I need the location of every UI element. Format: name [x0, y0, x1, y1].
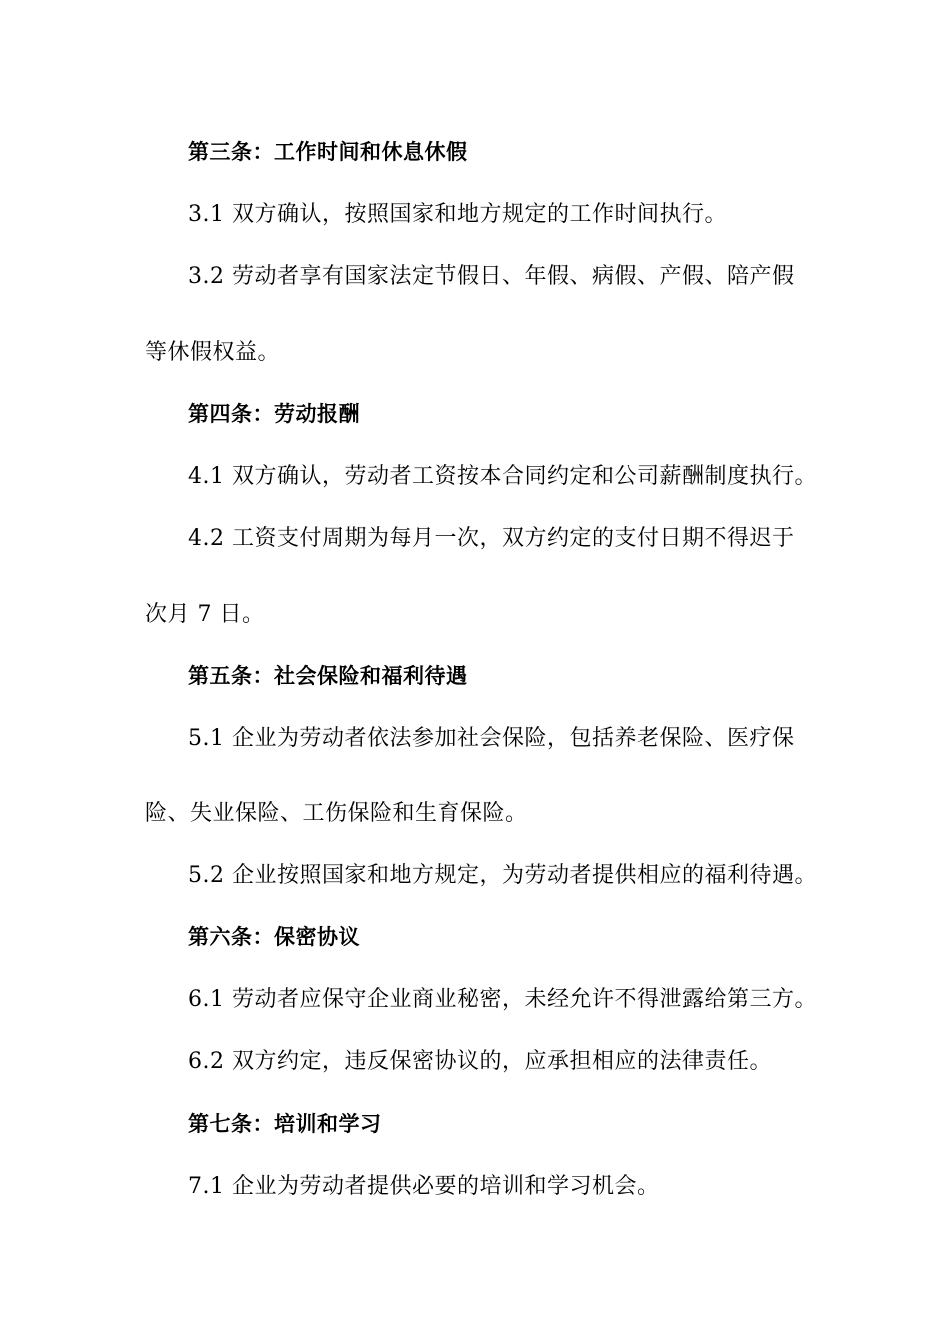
clause-4-2-continued: 次月 7 日。 [145, 602, 265, 627]
clause-3-2-continued: 等休假权益。 [145, 340, 281, 365]
clause-5-2: 5.2 企业按照国家和地方规定，为劳动者提供相应的福利待遇。 [188, 863, 817, 888]
clause-6-1: 6.1 劳动者应保守企业商业秘密，未经允许不得泄露给第三方。 [188, 987, 817, 1012]
section-heading-6: 第六条：保密协议 [188, 925, 360, 949]
section-heading-7: 第七条：培训和学习 [188, 1112, 382, 1136]
clause-3-2: 3.2 劳动者享有国家法定节假日、年假、病假、产假、陪产假 [188, 264, 795, 289]
clause-5-1-continued: 险、失业保险、工伤保险和生育保险。 [145, 801, 528, 826]
section-heading-3: 第三条：工作时间和休息休假 [188, 140, 468, 164]
clause-5-1: 5.1 企业为劳动者依法参加社会保险，包括养老保险、医疗保 [188, 726, 795, 751]
clause-6-2: 6.2 双方约定，违反保密协议的，应承担相应的法律责任。 [188, 1049, 772, 1074]
section-heading-4: 第四条：劳动报酬 [188, 402, 360, 426]
clause-4-1: 4.1 双方确认，劳动者工资按本合同约定和公司薪酬制度执行。 [188, 464, 817, 489]
clause-7-1: 7.1 企业为劳动者提供必要的培训和学习机会。 [188, 1174, 660, 1199]
clause-3-1: 3.1 双方确认，按照国家和地方规定的工作时间执行。 [188, 202, 727, 227]
clause-4-2: 4.2 工资支付周期为每月一次，双方约定的支付日期不得迟于 [188, 526, 795, 551]
section-heading-5: 第五条：社会保险和福利待遇 [188, 664, 468, 688]
